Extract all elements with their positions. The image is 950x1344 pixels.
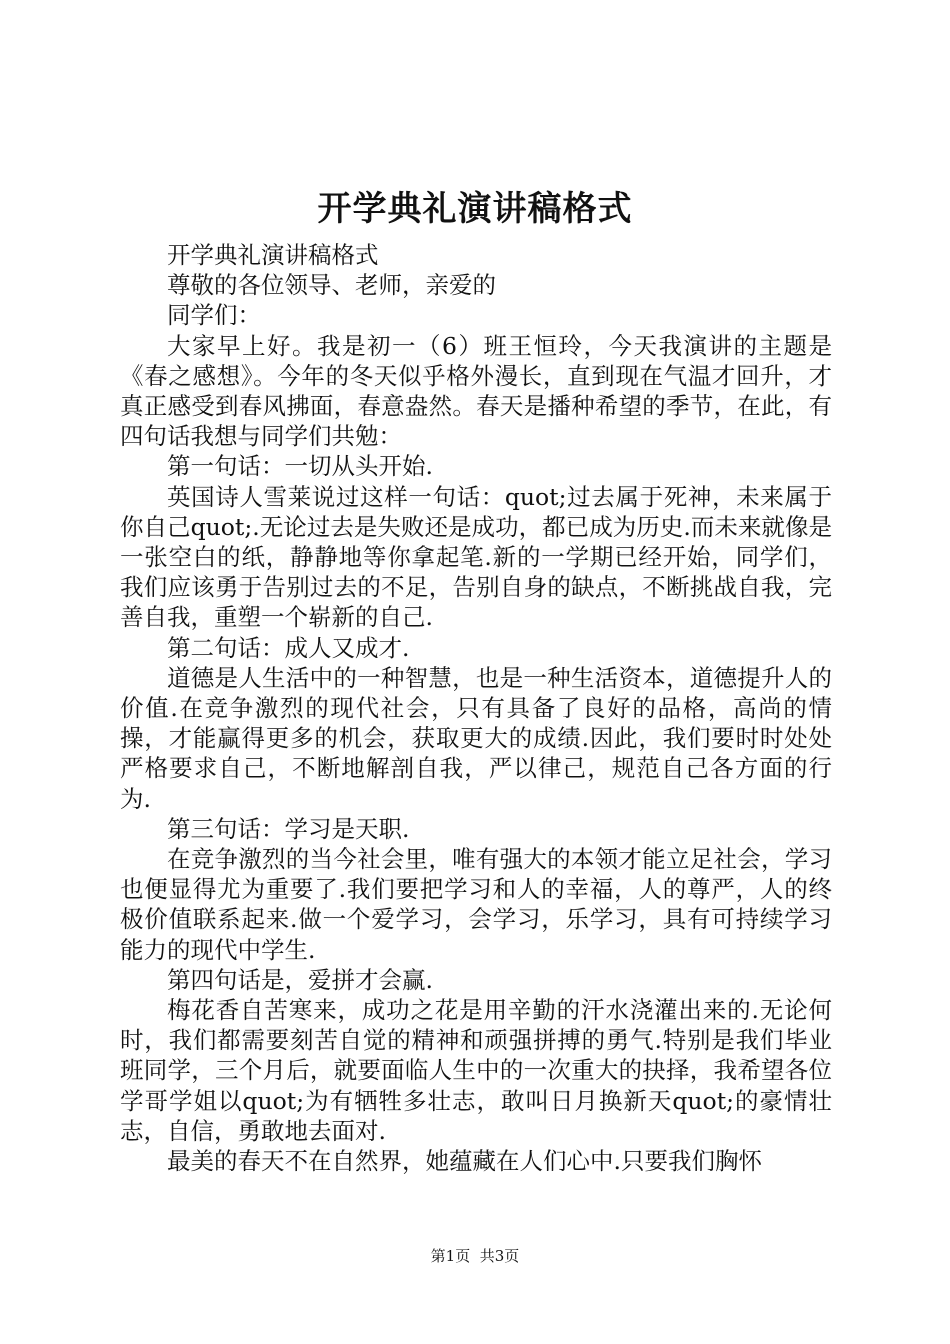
page-total: 共3页 (479, 1247, 520, 1265)
paragraph-point-3: 第三句话：学习是天职. (167, 814, 410, 843)
page-footer (0, 1245, 950, 1266)
paragraph-body-4: 梅花香自苦寒来，成功之花是用辛勤的汗水浇灌出来的.无论何时，我们都需要刻苦自觉的精神和顽强拼搏的勇气.特别是我们毕业班同学，三个月后，就要面临人生中的一次重大的抉择，我希望各位学哥学姐以quot;为有牺牲多壮志，敢叫日月换新天quot;的豪情壮志，自信，勇敢地去面对. (120, 996, 832, 1145)
footer-gap (470, 1247, 480, 1265)
paragraph-salutation-cont: 同学们： (167, 301, 261, 330)
paragraph-point-4: 第四句话是，爱拼才会赢. (167, 965, 433, 994)
document-title: 开学典礼演讲稿格式 (317, 189, 633, 229)
paragraph-body-2: 道德是人生活中的一种智慧，也是一种生活资本，道德提升人的价值.在竞争激烈的现代社会，只有具备了良好的品格，高尚的情操，才能赢得更多的机会，获取更大的成绩.因此，我们要时时处处严格要求自己，不断地解剖自我，严以律己，规范自己各方面的行为. (120, 663, 832, 813)
paragraph-body-3: 在竞争激烈的当今社会里，唯有强大的本领才能立足社会，学习也便显得尤为重要了.我们要把学习和人的幸福，人的尊严，人的终极价值联系起来.做一个爱学习，会学习，乐学习，具有可持续学习能力的现代中学生. (120, 845, 832, 964)
paragraph-body-1: 英国诗人雪莱说过这样一句话：quot;过去属于死神，未来属于你自己quot;.无论过去是失败还是成功，都已成为历史.而未来就像是一张空白的纸，静静地等你拿起笔.新的一学期已经开始，同学们，我们应该勇于告别过去的不足，告别自身的缺点，不断挑战自我，完善自我，重塑一个崭新的自己. (120, 482, 832, 632)
paragraph-intro: 大家早上好。我是初一（6）班王恒玲，今天我演讲的主题是《春之感想》。今年的冬天似乎格外漫长，直到现在气温才回升，才真正感受到春风拂面，春意盎然。春天是播种希望的季节，在此，有四句话我想与同学们共勉： (120, 331, 832, 451)
paragraph-salutation: 尊敬的各位领导、老师，亲爱的 (167, 271, 496, 300)
paragraph-point-2: 第二句话：成人又成才. (167, 633, 410, 662)
document-body (120, 240, 832, 1176)
page-number: 第1页 (430, 1247, 471, 1265)
paragraph-closing: 最美的春天不在自然界，她蕴藏在人们心中.只要我们胸怀 (167, 1147, 762, 1176)
paragraph-heading: 开学典礼演讲稿格式 (167, 241, 379, 269)
paragraph-point-1: 第一句话：一切从头开始. (167, 452, 433, 481)
